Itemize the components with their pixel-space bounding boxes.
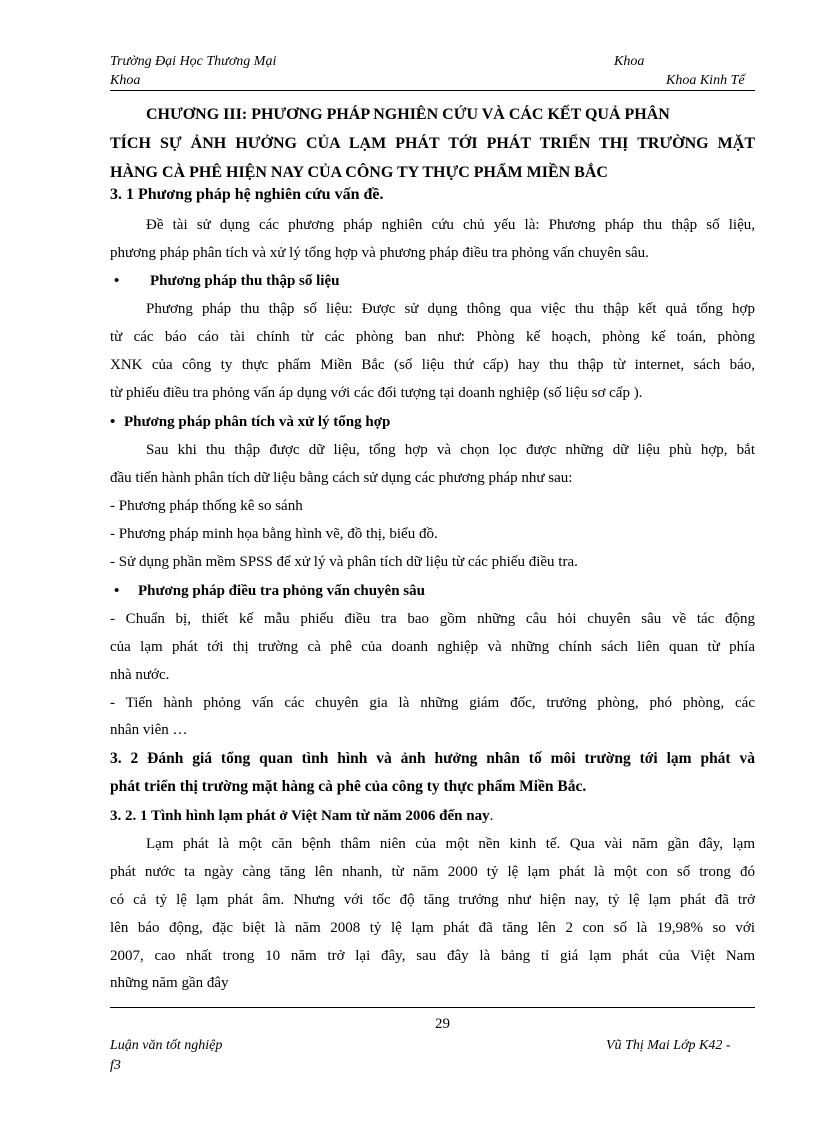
bullet-interview [110, 580, 425, 602]
chapter-title-line2: TÍCH SỰ ẢNH HƯỞNG CỦA LẠM PHÁT TỚI PHÁT TRIỂN THỊ TRƯỜNG MẶT [110, 135, 755, 152]
bullet-title: Phương pháp thu thập số liệu [150, 273, 340, 289]
section-3-1-intro-line2: phương pháp phân tích và xử lý tổng hợp và phương pháp điều tra phỏng vấn chuyên sâu. [110, 245, 649, 261]
bullet-mark: • [114, 583, 120, 599]
paragraph-line: đầu tiến hành phân tích dữ liệu bằng cách sử dụng các phương pháp như sau: [110, 470, 573, 486]
footer-left-line2: f3 [110, 1058, 121, 1073]
paragraph-line: của lạm phát tới thị trường cà phê của doanh nghiệp và những chính sách liên quan từ phía [110, 639, 755, 655]
footer-rule [110, 1007, 755, 1008]
bullet-title: Phương pháp điều tra phỏng vấn chuyên sâu [138, 583, 425, 599]
section-3-1-intro-line1: Đề tài sử dụng các phương pháp nghiên cứu chủ yếu là: Phương pháp thu thập số liệu, [146, 217, 755, 233]
list-item: - Phương pháp thống kê so sánh [110, 498, 303, 514]
bullet-analysis [110, 411, 390, 433]
header-school: Trường Đại Học Thương Mại [110, 54, 277, 69]
paragraph-line: - Chuẩn bị, thiết kế mẫu phiếu điều tra bao gồm những câu hỏi chuyên sâu về tác động [110, 611, 755, 627]
paragraph-line: Sau khi thu thập được dữ liệu, tổng hợp và chọn lọc được những dữ liệu phù hợp, bắt [146, 442, 755, 458]
paragraph-line: từ phiếu điều tra phỏng vấn áp dụng với các đối tượng tại doanh nghiệp (số liệu sơ cấp ). [110, 385, 643, 401]
footer-right: Vũ Thị Mai Lớp K42 - [606, 1038, 731, 1053]
list-item: - Phương pháp minh họa bằng hình vẽ, đồ thị, biểu đồ. [110, 526, 438, 542]
chapter-title-line1: CHƯƠNG III: PHƯƠNG PHÁP NGHIÊN CỨU VÀ CÁC KẾT QUẢ PHÂN [146, 106, 670, 123]
paragraph-line: Phương pháp thu thập số liệu: Được sử dụng thông qua việc thu thập kết quả tổng hợp [146, 301, 755, 317]
bullet-title: Phương pháp phân tích và xử lý tổng hợp [124, 414, 391, 430]
page-number: 29 [435, 1016, 450, 1032]
paragraph-line: phát nước ta ngày càng tăng lên nhanh, từ năm 2000 tỷ lệ lạm phát là một con số trong đó [110, 864, 755, 880]
paragraph-line: lên báo động, đặc biệt là năm 2008 tỷ lệ lạm phát đã tăng lên 2 con số là 19,98% so với [110, 920, 755, 936]
bullet-mark: • [114, 273, 120, 289]
header-rule [110, 90, 755, 91]
paragraph-line: Lạm phát là một căn bệnh thâm niên của một nền kinh tế. Qua vài năm gần đây, lạm [146, 836, 755, 852]
paragraph-line: nhà nước. [110, 667, 170, 683]
paragraph-line: - Tiến hành phỏng vấn các chuyên gia là những giám đốc, trưởng phòng, phó phòng, các [110, 695, 755, 711]
section-3-2-heading-line1: 3. 2 Đánh giá tổng quan tình hình và ảnh hưởng nhân tố môi trường tới lạm phát và [110, 750, 755, 767]
header-khoa-right: Khoa [614, 54, 645, 69]
paragraph-line: 2007, cao nhất trong 10 năm trở lại đây, sau đây là bảng tỉ giá lạm phát của Việt Nam [110, 948, 755, 964]
paragraph-line: những năm gần đây [110, 975, 229, 991]
header-khoa-left: Khoa [110, 73, 141, 88]
paragraph-line: có cả tỷ lệ lạm phát âm. Nhưng với tốc độ tăng trưởng như hiện nay, tỷ lệ lạm phát đã trở [110, 892, 755, 908]
sub-heading-dot: . [489, 808, 494, 824]
bullet-mark: • [110, 414, 116, 430]
sub-heading-text: 3. 2. 1 Tình hình lạm phát ở Việt Nam từ năm 2006 đến nay [110, 808, 490, 824]
bullet-data-collection [110, 270, 339, 292]
paragraph-line: XNK của công ty thực phẩm Miền Bắc (số liệu thứ cấp) hay thu thập từ internet, sách báo, [110, 357, 755, 373]
paragraph-line: từ các báo cáo tài chính từ các phòng ban như: Phòng kế hoạch, phòng kế toán, phòng [110, 329, 755, 345]
header-faculty: Khoa Kinh Tế [666, 73, 745, 88]
section-3-1-heading: 3. 1 Phương pháp hệ nghiên cứu vấn đề. [110, 186, 384, 203]
footer-left-line1: Luận văn tốt nghiệp [110, 1038, 223, 1053]
paragraph-line: nhân viên … [110, 722, 188, 738]
section-3-2-1-heading [110, 805, 493, 827]
section-3-2-heading-line2: phát triển thị trường mặt hàng cà phê của công ty thực phẩm Miền Bắc. [110, 778, 587, 795]
list-item: - Sử dụng phần mềm SPSS để xử lý và phân tích dữ liệu từ các phiếu điều tra. [110, 554, 578, 570]
chapter-title [110, 100, 755, 187]
chapter-title-line3: HÀNG CÀ PHÊ HIỆN NAY CỦA CÔNG TY THỰC PHẨM MIỀN BẮC [110, 164, 608, 181]
